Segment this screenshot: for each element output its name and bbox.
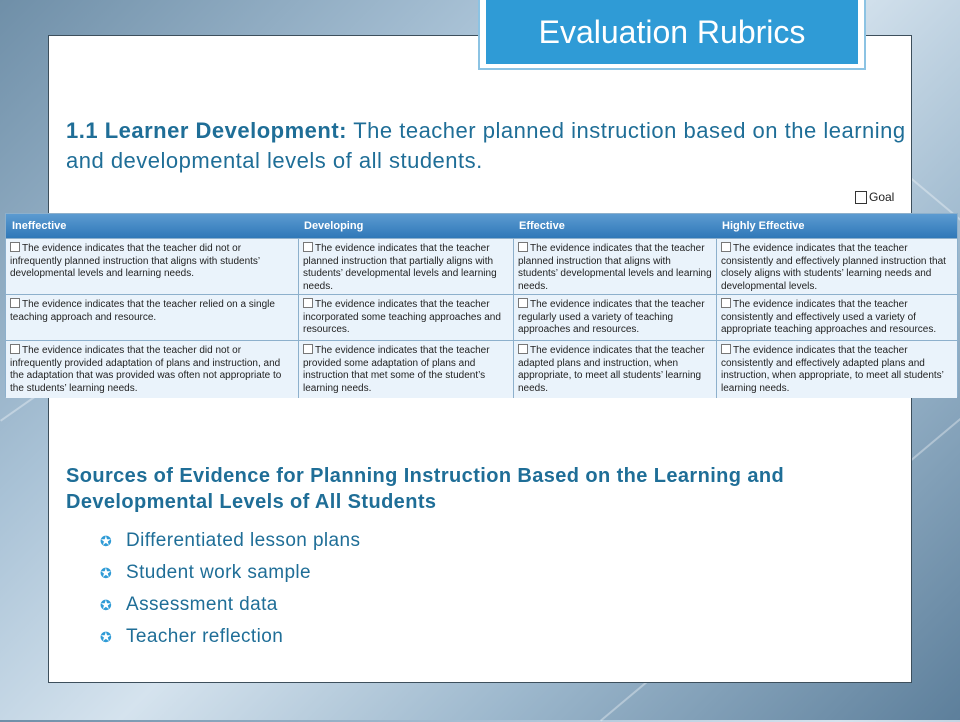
rubric-cell[interactable] [6, 295, 298, 340]
checkbox-icon [303, 242, 313, 252]
goal-label: Goal [869, 190, 895, 204]
rubric-cell[interactable] [716, 295, 957, 340]
header-highly-effective: Highly Effective [722, 220, 805, 232]
rubric-cell[interactable] [716, 341, 957, 398]
slide-title: Evaluation Rubrics [486, 0, 858, 64]
checkbox-icon [303, 298, 313, 308]
checkbox-icon [518, 298, 528, 308]
header-ineffective: Ineffective [12, 220, 67, 232]
checkbox-icon [721, 298, 731, 308]
checkbox-icon [855, 191, 867, 204]
rubric-cell[interactable] [298, 341, 513, 398]
standard-number: 1.1 Learner Development: [66, 118, 347, 143]
cell-text: The evidence indicates that the teacher incorporated some teaching approaches and resources. [303, 299, 501, 335]
rubric-cell[interactable] [298, 295, 513, 340]
list-item [100, 589, 360, 621]
cell-text: The evidence indicates that the teacher consistently and effectively planned instruction that closely aligns with students’ learning needs and developmental levels. [721, 243, 946, 292]
rubric-cell[interactable] [298, 239, 513, 294]
cell-text: The evidence indicates that the teacher did not or infrequently planned instruction that aligns with students’ developmental levels and learning needs. [10, 243, 260, 279]
rubric-table [5, 213, 958, 397]
cell-text: The evidence indicates that the teacher adapted plans and instruction, when appropriate, to meet all students’ learning needs. [518, 345, 705, 394]
rubric-cell[interactable] [6, 341, 298, 398]
cell-text: The evidence indicates that the teacher relied on a single teaching approach and resource. [10, 299, 275, 323]
cell-text: The evidence indicates that the teacher provided some adaptation of plans and instruction that met some of the student’s learning needs. [303, 345, 490, 394]
checkbox-icon [721, 242, 731, 252]
header-developing: Developing [304, 220, 364, 232]
cell-text: The evidence indicates that the teacher regularly used a variety of teaching approaches and resources. [518, 299, 705, 335]
sources-list [100, 525, 360, 653]
list-item [100, 557, 360, 589]
cell-text: The evidence indicates that the teacher planned instruction that aligns with students’ developmental levels and learning needs. [518, 243, 712, 292]
rubric-cell[interactable] [716, 239, 957, 294]
rubric-cell[interactable] [513, 239, 716, 294]
checkbox-icon [10, 298, 20, 308]
list-item-label: Student work sample [126, 562, 312, 583]
rubric-cell[interactable] [6, 239, 298, 294]
list-item-label: Teacher reflection [126, 626, 284, 647]
cell-text: The evidence indicates that the teacher did not or infrequently provided adaptation of plans and instruction, and the adaptation that was provided was often not appropriate to the students’ learning needs. [10, 345, 282, 394]
bullet-icon: ✪ [100, 564, 113, 581]
checkbox-icon [10, 242, 20, 252]
checkbox-icon [10, 344, 20, 354]
standard-heading [66, 116, 916, 176]
header-effective: Effective [519, 220, 565, 232]
checkbox-icon [721, 344, 731, 354]
table-row [6, 294, 957, 340]
table-row [6, 340, 957, 398]
bullet-icon: ✪ [100, 532, 113, 549]
cell-text: The evidence indicates that the teacher planned instruction that partially aligns with students’ developmental levels and learning needs. [303, 243, 497, 292]
standard-description: The teacher planned instruction based on the learning and developmental levels of all students. [66, 118, 906, 173]
list-item-label: Differentiated lesson plans [126, 530, 361, 551]
list-item-label: Assessment data [126, 594, 278, 615]
sources-heading: Sources of Evidence for Planning Instruction Based on the Learning and Developmental Levels of All Students [66, 465, 785, 513]
table-row [6, 238, 957, 294]
list-item [100, 621, 360, 653]
checkbox-icon [303, 344, 313, 354]
checkbox-icon [518, 344, 528, 354]
list-item [100, 525, 360, 557]
cell-text: The evidence indicates that the teacher consistently and effectively adapted plans and instruction, when appropriate, to meet all students’ learning needs. [721, 345, 944, 394]
goal-checkbox[interactable] [855, 190, 894, 204]
rubric-cell[interactable] [513, 341, 716, 398]
rubric-cell[interactable] [513, 295, 716, 340]
bullet-icon: ✪ [100, 628, 113, 645]
bullet-icon: ✪ [100, 596, 113, 613]
cell-text: The evidence indicates that the teacher consistently and effectively used a variety of appropriate teaching approaches and resources. [721, 299, 937, 335]
checkbox-icon [518, 242, 528, 252]
rubric-header [6, 214, 957, 238]
